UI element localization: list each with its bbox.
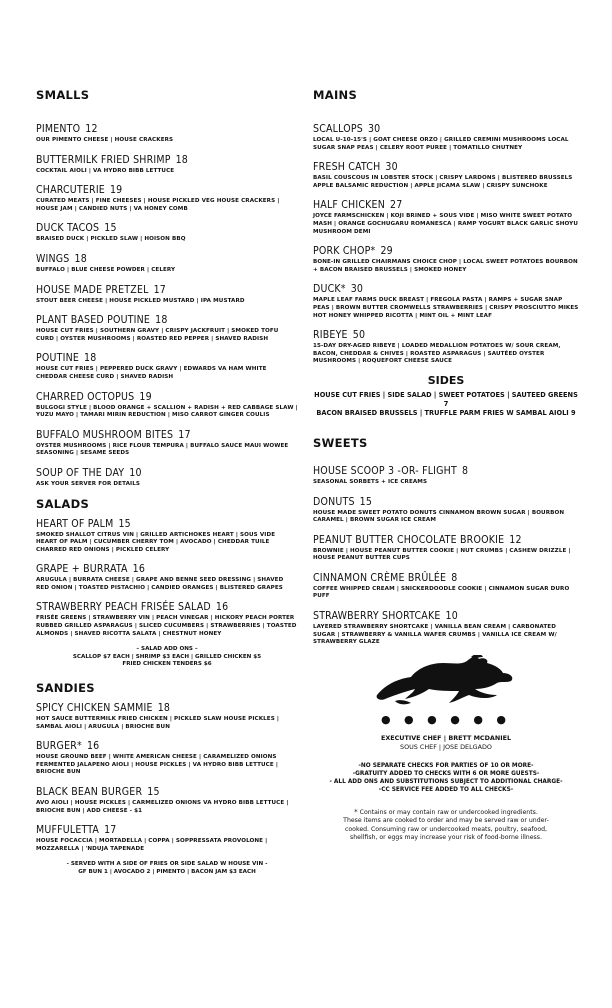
menu-item — [36, 313, 298, 343]
menu-item — [313, 244, 579, 274]
section-mains — [313, 88, 579, 366]
menu-item-price: 18 — [74, 252, 87, 265]
menu-item-header — [313, 160, 579, 174]
menu-item-description: OYSTER MUSHROOMS | RICE FLOUR TEMPURA | BUFFALO SAUCE MAUI WOWEE SEASONING | SESAME SEEDS — [36, 442, 289, 457]
menu-item-description: HOUSE MADE SWEET POTATO DONUTS CINNAMON BROWN SUGAR | BOURBON CARAMEL | BROWN SUGAR ICE CREAM — [313, 509, 565, 524]
menu-item-price: 12 — [85, 123, 98, 135]
menu-item-header — [36, 562, 298, 576]
menu-item-name: PEANUT BUTTER CHOCOLATE BROOKIE — [313, 533, 505, 546]
menu-item-header — [36, 466, 298, 480]
menu-item-header — [36, 153, 298, 167]
sides-line: BACON BRAISED BRUSSELS | TRUFFLE PARM FRIES W SAMBAL AIOLI 9 — [316, 408, 576, 417]
menu-item-name: DONUTS — [313, 495, 355, 508]
menu-item-header — [36, 183, 298, 197]
chef-credits — [313, 734, 579, 752]
hare-icon — [371, 655, 521, 707]
menu-item-description: HOUSE CUT FRIES | SOUTHERN GRAVY | CRISPY JACKFRUIT | SMOKED TOFU CURD | OYSTER MUSHROOMS | ROASTED RED PEPPER | SHAVED RADISH — [36, 328, 279, 342]
menu-item-header — [36, 701, 298, 715]
menu-item — [36, 390, 298, 420]
menu-item-description: LOCAL U-10-15'S | GOAT CHEESE ORZO | GRILLED CREMINI MUSHROOMS LOCAL SUGAR SNAP PEAS | CELERY ROOT PUREE | TOMATILLO CHUTNEY — [313, 137, 569, 151]
notice-line: These items are cooked to order and may be served raw or under- — [343, 817, 549, 825]
notice-line — [313, 808, 579, 817]
menu-item — [36, 221, 298, 244]
menu-item-name: CINNAMON CRÈME BRÛLÉE — [313, 571, 447, 584]
menu-item-price: 15 — [359, 495, 373, 508]
menu-item-description: JOYCE FARMSCHICKEN | KOJI BRINED + SOUS VIDE | MISO WHITE SWEET POTATO MASH | ORANGE GOCHUGARU ROMANESCA | RAMP YOGURT BLACK GARLIC SHOYU MUSHROOM DEMI — [313, 213, 578, 235]
menu-item-price: 17 — [178, 428, 191, 441]
menu-item — [36, 283, 298, 306]
menu-item-name: HOUSE SCOOP 3 -OR- FLIGHT — [313, 464, 457, 477]
menu-item — [36, 823, 298, 853]
menu-item-name: PLANT BASED POUTINE — [36, 314, 151, 327]
menu-item-description: STOUT BEER CHEESE | HOUSE PICKLED MUSTARD | IPA MUSTARD — [36, 297, 245, 304]
menu-item-description: HOUSE CUT FRIES | PEPPERED DUCK GRAVY | EDWARDS VA HAM WHITE CHEDDAR CHEESE CURD | SHAVED RADISH — [36, 366, 267, 380]
section-sandies — [36, 681, 298, 877]
menu-item — [36, 252, 298, 275]
menu-item-description: BASIL COUSCOUS IN LOBSTER STOCK | CRISPY LARDONS | BLISTERED BRUSSELS APPLE BALSAMIC REDUCTION | APPLE JICAMA SLAW | CRISPY SUNCHOKE — [313, 175, 573, 189]
salad-addons-title: – SALAD ADD ONS – — [136, 646, 198, 653]
menu-item-price: 17 — [104, 824, 117, 837]
notice-line: shellfish, or eggs may increase your risk of food-borne illness. — [350, 834, 542, 842]
menu-item — [36, 466, 298, 489]
section-title: SMALLS — [36, 88, 90, 102]
menu-item — [36, 183, 298, 213]
menu-item — [36, 562, 298, 592]
menu-item-header — [313, 122, 579, 136]
menu-item-price: 12 — [509, 533, 522, 546]
menu-item-price: 8 — [451, 571, 458, 584]
menu-item-description: BULGOGI STYLE | BLOOD ORANGE + SCALLION + RADISH + RED CABBAGE SLAW | YUZU MAYO | TAMARI MIRIN REDUCTION | MISO CARROT GINGER COULIS — [36, 404, 298, 419]
menu-item-name: SCALLOPS — [313, 123, 363, 135]
menu-item-price: 18 — [157, 702, 171, 715]
salad-addons-line: SCALLOP $7 EACH | SHRIMP $3 EACH | GRILLED CHICKEN $5 — [72, 653, 262, 660]
menu-item-name: BUFFALO MUSHROOM BITES — [36, 428, 174, 441]
sous-chef: SOUS CHEF | JOSE DELGADO — [400, 742, 492, 751]
sides-line: HOUSE CUT FRIES | SIDE SALAD | SWEET POTATOES | SAUTEED GREENS 7 — [314, 390, 578, 408]
menu-item-price: 10 — [445, 610, 458, 623]
menu-item-price: 18 — [175, 153, 189, 166]
menu-item-price: 27 — [389, 199, 403, 212]
menu-item-header — [313, 464, 579, 478]
menu-item-name: PIMENTO — [36, 123, 81, 135]
menu-item-description: HOUSE FOCACCIA | MORTADELLA | COPPA | SOPPRESSATA PROVOLONE | MOZZARELLA | 'NDUJA TAPENADE — [36, 838, 268, 852]
menu-item-description: BROWNIE | HOUSE PEANUT BUTTER COOKIE | NUT CRUMBS | CASHEW DRIZZLE | HOUSE PEANUT BUTTER CUPS — [313, 547, 571, 562]
menu-item-header — [36, 390, 298, 404]
menu-item-price: 50 — [352, 329, 366, 342]
mains-list — [313, 122, 579, 366]
menu-item-name: GRAPE + BURRATA — [36, 563, 128, 576]
menu-item — [36, 428, 298, 458]
menu-item — [313, 328, 579, 366]
salad-addons-line: FRIED CHICKEN TENDERS $6 — [122, 661, 212, 668]
menu-item-description: SMOKED SHALLOT CITRUS VIN | GRILLED ARTICHOKES HEART | SOUS VIDE HEART OF PALM | CUCUMBER CHERRY TOM | AVOCADO | CHEDDAR TUILE CHARRED RED ONIONS | PICKLED CELERY — [36, 531, 276, 553]
menu-item-price: 16 — [215, 601, 229, 614]
menu-item — [313, 198, 579, 236]
menu-item-header — [313, 244, 579, 258]
menu-item-header — [313, 198, 579, 212]
menu-item-price: 15 — [147, 786, 160, 798]
menu-item-price: 30 — [350, 283, 364, 296]
menu-item-name: DUCK* — [313, 283, 346, 296]
menu-item-price: 30 — [367, 123, 381, 135]
menu-item-description: AVO AIOLI | HOUSE PICKLES | CARMELIZED ONIONS VA HYDRO BIBB LETTUCE | BRIOCHE BUN | ADD CHEESE - $1 — [36, 800, 289, 814]
notice-line: cooked. Consuming raw or undercooked meats, poultry, seafood, — [344, 825, 547, 833]
menu-item-header — [36, 428, 298, 442]
menu-item-header — [313, 533, 579, 547]
menu-item-header — [36, 517, 298, 531]
menu-item-description: SEASONAL SORBETS + ICE CREAMS — [313, 478, 428, 485]
policy-line: -CC SERVICE FEE ADDED TO ALL CHECKS- — [378, 786, 514, 793]
raw-food-notice — [313, 808, 579, 843]
right-column — [313, 88, 579, 842]
menu-item-name: STRAWBERRY PEACH FRISÉE SALAD — [36, 601, 211, 614]
menu-item-price: 29 — [380, 245, 393, 258]
policy-line: -GRATUITY ADDED TO CHECKS WITH 6 OR MORE GUESTS- — [352, 770, 540, 777]
menu-item-name: PORK CHOP* — [313, 245, 376, 258]
left-column — [36, 88, 298, 877]
menu-item-header — [36, 351, 298, 365]
menu-item-header — [36, 739, 298, 753]
menu-item-name: STRAWBERRY SHORTCAKE — [313, 610, 441, 623]
menu-item-price: 19 — [139, 390, 152, 403]
menu-item-description: HOUSE GROUND BEEF | WHITE AMERICAN CHEESE | CARAMELIZED ONIONS FERMENTED JALAPENO AIOLI | HOUSE PICKLES | VA HYDRO BIBB LETTUCE | BRIOCHE BUN — [36, 754, 278, 776]
menu-item-header — [313, 328, 579, 342]
menu-item-header — [36, 252, 298, 266]
menu-item — [36, 785, 298, 815]
menu-item-price: 19 — [109, 184, 123, 197]
menu-item-description: ARUGULA | BURRATA CHEESE | GRAPE AND BENNE SEED DRESSING | SHAVED RED ONION | TOASTED PISTACHIO | CANDIED ORANGES | BLISTERED GRAPES — [36, 577, 284, 591]
salads-list — [36, 517, 298, 639]
sweets-list — [313, 464, 579, 647]
sandies-list — [36, 701, 298, 853]
menu-item-price: 10 — [129, 466, 142, 479]
menu-item — [36, 122, 298, 145]
menu-item-header — [36, 283, 298, 297]
menu-item-description: OUR PIMENTO CHEESE | HOUSE CRACKERS — [36, 137, 174, 143]
menu-item-price: 8 — [461, 464, 469, 477]
section-sweets — [313, 436, 579, 647]
menu-item-header — [313, 495, 579, 509]
menu-item-price: 16 — [132, 563, 146, 576]
menu-item-price: 15 — [104, 222, 117, 235]
section-salads — [36, 497, 298, 670]
menu-item — [313, 160, 579, 190]
executive-chef: EXECUTIVE CHEF | BRETT MCDANIEL — [380, 733, 512, 742]
section-title: SWEETS — [313, 435, 368, 450]
policy-line: -NO SEPARATE CHECKS FOR PARTIES OF 10 OR MORE- — [358, 762, 534, 769]
menu-item — [36, 153, 298, 176]
menu-item-description: BRAISED DUCK | PICKLED SLAW | HOISON BBQ — [36, 236, 186, 243]
menu-item-description: BONE-IN GRILLED CHAIRMANS CHOICE CHOP | LOCAL SWEET POTATOES BOURBON + BACON BRAISED BRUSSELS | SMOKED HONEY — [313, 259, 578, 273]
menu-item — [313, 282, 579, 320]
policy-line: - ALL ADD ONS AND SUBSTITUTIONS SUBJECT TO ADDITIONAL CHARGE- — [329, 778, 563, 785]
menu-item-price: 16 — [86, 740, 100, 753]
menu-item — [313, 571, 579, 601]
menu-item-header — [313, 571, 579, 585]
divider-dots: ● ● ● ● ● ● — [380, 712, 512, 726]
menu-item — [313, 609, 579, 647]
menu-item — [36, 701, 298, 731]
smalls-list — [36, 122, 298, 489]
menu-item-header — [36, 823, 298, 837]
menu-item-description: LAYERED STRAWBERRY SHORTCAKE | VANILLA BEAN CREAM | CARBONATED SUGAR | STRAWBERRY & VANILLA WAFER CRUMBS | VANILLA ICE CREAM W/ STRAWBERRY GLAZE — [313, 624, 557, 646]
menu-item — [36, 351, 298, 381]
section-title: SANDIES — [36, 681, 95, 696]
menu-item-name: BURGER* — [36, 740, 82, 753]
asterisk: * — [354, 807, 358, 816]
section-sides — [313, 374, 579, 418]
menu-item-name: HALF CHICKEN — [313, 199, 385, 212]
section-title: SALADS — [36, 496, 90, 511]
menu-item-description: COCKTAIL AIOLI | VA HYDRO BIBB LETTUCE — [36, 167, 175, 174]
menu-item-header — [36, 221, 298, 235]
menu-item-price: 18 — [155, 314, 168, 327]
menu-item-name: MUFFULETTA — [36, 824, 100, 837]
menu-item-name: HEART OF PALM — [36, 517, 114, 530]
menu-item — [313, 533, 579, 563]
notice-text: Contains or may contain raw or undercooked ingredients. — [359, 808, 538, 816]
menu-item-name: SPICY CHICKEN SAMMIE — [36, 702, 153, 715]
menu-item-price: 30 — [385, 161, 398, 174]
menu-item — [313, 122, 579, 152]
menu-item-header — [36, 122, 298, 136]
menu-item-name: RIBEYE — [313, 329, 348, 342]
menu-item-name: DUCK TACOS — [36, 222, 100, 235]
menu-item-description: MAPLE LEAF FARMS DUCK BREAST | FREGOLA PASTA | RAMPS + SUGAR SNAP PEAS | BROWN BUTTER CROMWELLS STRAWBERRIES | CRISPY PROSCIUTTO MIKES HOT HONEY WHIPPED RICOTTA | MINT OIL + MINT LEAF — [313, 297, 579, 319]
menu-item — [313, 464, 579, 487]
menu-item — [313, 495, 579, 525]
menu-item-description: FRISÉE GREENS | STRAWBERRY VIN | PEACH VINEGAR | HICKORY PEACH PORTER RUBBED GRILLED ASPARAGUS | SLICED CUCUMBERS | STRAWBERRIES | TOASTED ALMONDS | SHAVED RICOTTA SALATA | CHESTNUT HONEY — [36, 615, 297, 637]
menu-item-header — [313, 609, 579, 623]
menu-item-header — [313, 282, 579, 296]
menu-item-description: HOT SAUCE BUTTERMILK FRIED CHICKEN | PICKLED SLAW HOUSE PICKLES | SAMBAL AIOLI | ARUGULA | BRIOCHE BUN — [36, 716, 280, 730]
menu-item — [36, 517, 298, 555]
sandies-footer-line: GF BUN 1 | AVOCADO 2 | PIMENTO | BACON JAM $3 EACH — [78, 868, 256, 875]
section-title: MAINS — [313, 88, 358, 102]
menu-item-name: WINGS — [36, 252, 70, 265]
menu-item-name: CHARCUTERIE — [36, 184, 105, 197]
menu-item-price: 18 — [84, 352, 97, 365]
menu-item-header — [36, 785, 298, 799]
menu-item-header — [36, 600, 298, 614]
sandies-footer-line: - SERVED WITH A SIDE OF FRIES OR SIDE SALAD W HOUSE VIN - — [66, 861, 268, 868]
menu-item-price: 15 — [118, 517, 131, 530]
menu-item-name: POUTINE — [36, 352, 80, 365]
menu-item-description: 15-DAY DRY-AGED RIBEYE | LOADED MEDALLION POTATOES W/ SOUR CREAM, BACON, CHEDDAR & CHIVES | ROASTED ASPARAGUS | SAUTÉED OYSTER MUSHROOMS | ROQUEFORT CHEESE SAUCE — [313, 343, 561, 365]
menu-item — [36, 600, 298, 638]
section-smalls — [36, 88, 298, 489]
menu-item-name: SOUP OF THE DAY — [36, 466, 125, 479]
menu-item-price: 17 — [153, 283, 166, 296]
menu-item-name: CHARRED OCTOPUS — [36, 390, 135, 403]
menu-item-name: HOUSE MADE PRETZEL — [36, 283, 149, 296]
menu-item-description: COFFEE WHIPPED CREAM | SNICKERDOODLE COOKIE | CINNAMON SUGAR DURO PUFF — [313, 585, 570, 600]
menu-item — [36, 739, 298, 777]
menu-item-description: ASK YOUR SERVER FOR DETAILS — [36, 480, 140, 487]
policies — [313, 762, 579, 794]
menu-item-description: BUFFALO | BLUE CHEESE POWDER | CELERY — [36, 266, 176, 273]
menu-item-name: BUTTERMILK FRIED SHRIMP — [36, 153, 171, 166]
menu-item-description: CURATED MEATS | FINE CHEESES | HOUSE PICKLED VEG HOUSE CRACKERS | HOUSE JAM | CANDIED NUTS | VA HONEY COMB — [36, 198, 280, 212]
menu-item-name: FRESH CATCH — [313, 161, 381, 174]
section-title: SIDES — [427, 373, 465, 387]
menu-item-name: BLACK BEAN BURGER — [36, 786, 143, 798]
logo-wrap — [313, 655, 579, 707]
menu-item-header — [36, 313, 298, 327]
